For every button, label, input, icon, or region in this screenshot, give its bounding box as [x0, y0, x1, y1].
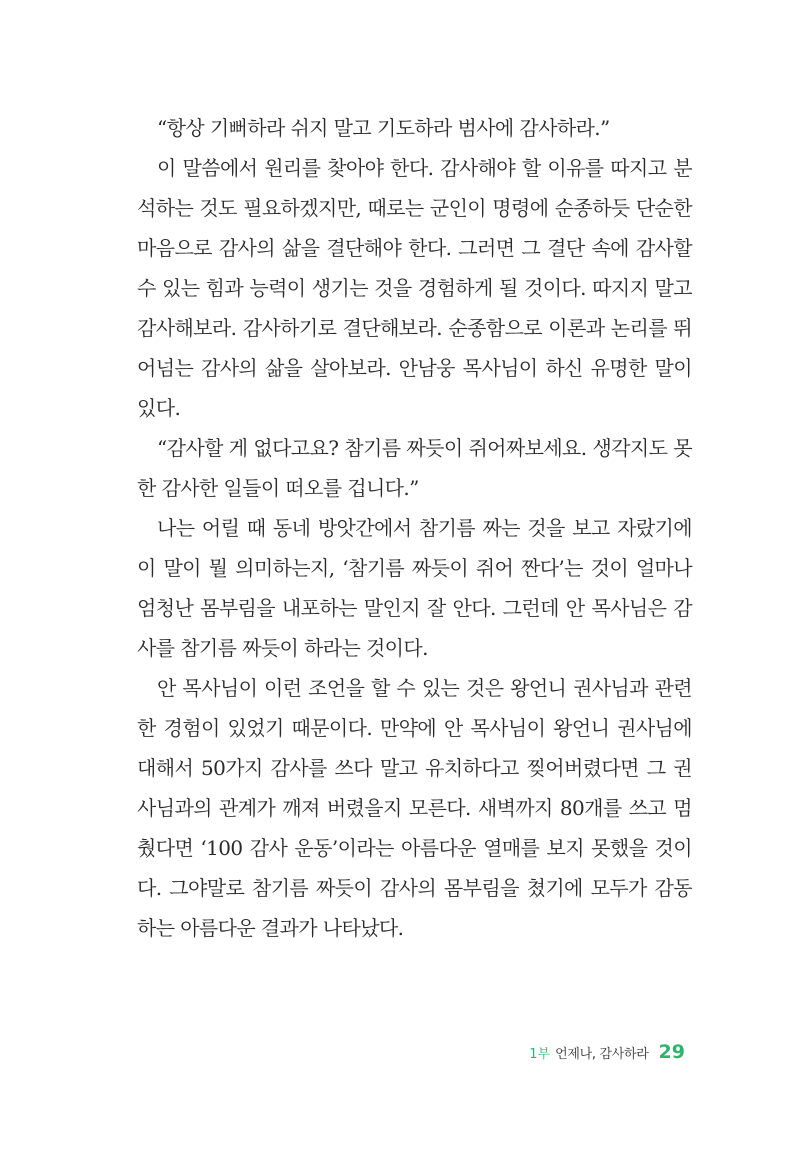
paragraph-2: 이 말씀에서 원리를 찾아야 한다. 감사해야 할 이유를 따지고 분석하는 것도 필요하겠지만, 때로는 군인이 명령에 순종하듯 단순한 마음으로 감사의 삶을 결단해야 한다. 그러면 그 결단 속에 감사할 수 있는 힘과 능력이 생기는 것을 경험하게 될 것이다. 따지지 말고 감사해보라. 감사하기로 결단해보라. 순종함으로 이론과 논리를 뛰어넘는 감사의 삶을 살아보라. 안남웅 목사님이 하신 유명한 말이 있다.: [137, 156, 692, 420]
body-text: [137, 108, 692, 948]
running-footer: [529, 1041, 685, 1071]
part-label: 1부: [529, 1047, 551, 1062]
paragraph-4: 나는 어릴 때 동네 방앗간에서 참기름 짜는 것을 보고 자랐기에 이 말이 뭘 의미하는지, ‘참기름 짜듯이 쥐어 짠다’는 것이 얼마나 엄청난 몸부림을 내포하는 말인지 잘 안다. 그런데 안 목사님은 감사를 참기름 짜듯이 하라는 것이다.: [137, 516, 692, 660]
page-number: 29: [658, 1041, 685, 1063]
paragraph-quote-2: “감사할 게 없다고요? 참기름 짜듯이 쥐어짜보세요. 생각지도 못한 감사한 일들이 떠오를 겁니다.”: [137, 436, 692, 500]
paragraph-quote-1: “항상 기뻐하라 쉬지 말고 기도하라 범사에 감사하라.”: [157, 116, 610, 140]
paragraph-5: 안 목사님이 이런 조언을 할 수 있는 것은 왕언니 권사님과 관련한 경험이 있었기 때문이다. 만약에 안 목사님이 왕언니 권사님에 대해서 50가지 감사를 쓰다 말고 유치하다고 찢어버렸다면 그 권사님과의 관계가 깨져 버렸을지 모른다. 새벽까지 80개를 쓰고 멈췄다면 ‘100 감사 운동’이라는 아름다운 열매를 보지 못했을 것이다. 그야말로 참기름 짜듯이 감사의 몸부림을 쳤기에 모두가 감동하는 아름다운 결과가 나타났다.: [137, 676, 692, 940]
chapter-title: 언제나, 감사하라: [555, 1047, 649, 1062]
